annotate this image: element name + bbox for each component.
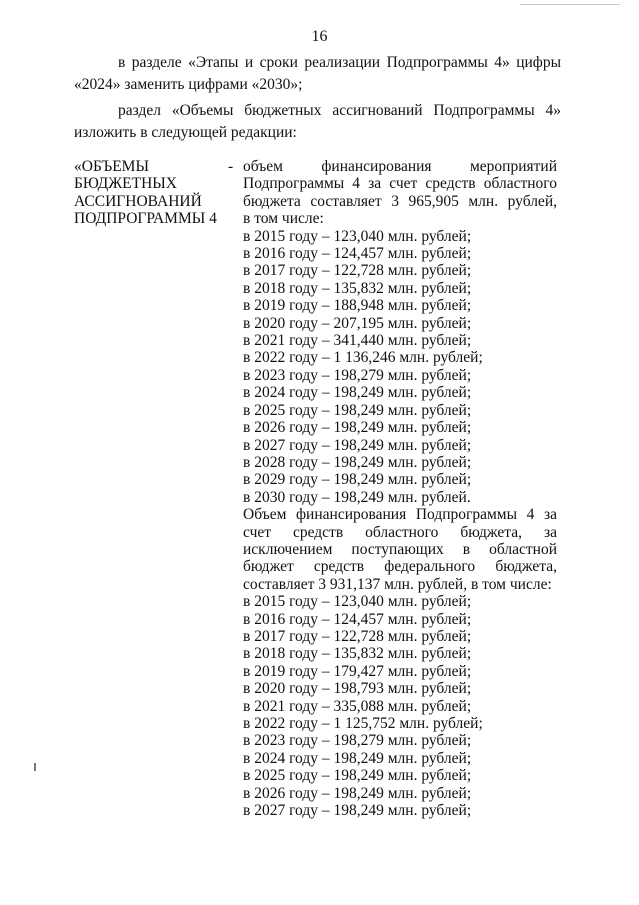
year-amount-line: в 2024 году – 198,249 млн. рублей; — [243, 384, 472, 402]
year-amount-line: в 2026 году – 198,249 млн. рублей; — [243, 419, 472, 437]
year-amount-line: в 2025 году – 198,249 млн. рублей; — [243, 767, 472, 785]
year-amount-line: в 2025 году – 198,249 млн. рублей; — [243, 401, 472, 419]
block2-intro — [243, 506, 557, 593]
year-amount-line: в 2020 году – 207,195 млн. рублей; — [243, 314, 472, 332]
year-amount-line: в 2027 году – 198,249 млн. рублей; — [243, 436, 472, 454]
year-amount-line: в 2021 году – 335,088 млн. рублей; — [243, 697, 472, 715]
year-amount-line: в 2029 году – 198,249 млн. рублей; — [243, 471, 472, 489]
intro-line: исключением поступающих в областной — [243, 540, 557, 558]
scan-speck — [34, 763, 36, 771]
year-amount-line: в 2023 году – 198,279 млн. рублей; — [243, 732, 472, 750]
block1-intro — [243, 158, 557, 228]
funding-details — [243, 158, 557, 819]
year-amount-line: в 2018 году – 135,832 млн. рублей; — [243, 279, 472, 297]
page-number: 16 — [311, 28, 328, 45]
block1-year-list — [243, 228, 557, 507]
intro-line: Объем финансирования Подпрограммы 4 за — [243, 506, 557, 524]
year-amount-line: в 2016 году – 124,457 млн. рублей; — [243, 610, 472, 628]
year-amount-line: в 2015 году – 123,040 млн. рублей; — [243, 593, 472, 611]
year-amount-line: в 2015 году – 123,040 млн. рублей; — [243, 227, 472, 245]
intro-line: бюджета составляет 3 965,905 млн. рублей, — [243, 192, 557, 210]
intro-line: бюджет средств федерального бюджета, — [243, 558, 557, 576]
year-amount-line: в 2022 году – 1 125,752 млн. рублей; — [243, 715, 483, 732]
paragraph-new-edition: раздел «Объемы бюджетных ассигнований Подпрограммы 4» изложить в следующей редакции: — [74, 102, 561, 141]
paragraph-replace-dates: в разделе «Этапы и сроки реализации Подпрограммы 4» цифры «2024» заменить цифрами «2030»; — [74, 54, 561, 93]
scan-speck — [520, 4, 620, 5]
intro-line: счет средств областного бюджета, за — [243, 523, 557, 541]
year-amount-line: в 2021 году – 341,440 млн. рублей; — [243, 332, 472, 350]
year-amount-line: в 2019 году – 179,427 млн. рублей; — [243, 662, 472, 680]
dash-separator: - — [228, 158, 234, 175]
year-amount-line: в 2017 году – 122,728 млн. рублей; — [243, 627, 472, 645]
heading-line: АССИГНОВАНИЙ — [74, 192, 202, 210]
year-amount-line: в 2028 году – 198,249 млн. рублей; — [243, 453, 472, 471]
year-amount-line: в 2030 году – 198,249 млн. рублей. — [243, 488, 471, 506]
year-amount-line: в 2020 году – 198,793 млн. рублей; — [243, 680, 472, 698]
section-heading — [74, 158, 224, 228]
year-amount-line: в 2017 году – 122,728 млн. рублей; — [243, 262, 472, 280]
heading-line: ПОДПРОГРАММЫ 4 — [74, 210, 217, 228]
intro-line: составляет 3 931,137 млн. рублей, в том числе: — [243, 575, 552, 593]
year-amount-line: в 2027 году – 198,249 млн. рублей; — [243, 802, 472, 820]
intro-line: объем финансирования мероприятий — [243, 158, 557, 175]
year-amount-line: в 2023 году – 198,279 млн. рублей; — [243, 366, 472, 384]
heading-line: БЮДЖЕТНЫХ — [74, 175, 177, 193]
intro-line: в том числе: — [243, 210, 324, 228]
year-amount-line: в 2022 году – 1 136,246 млн. рублей; — [243, 349, 483, 367]
year-amount-line: в 2019 году – 188,948 млн. рублей; — [243, 297, 472, 315]
heading-line: «ОБЪЕМЫ — [74, 158, 149, 175]
year-amount-line: в 2018 году – 135,832 млн. рублей; — [243, 645, 472, 663]
year-amount-line: в 2016 году – 124,457 млн. рублей; — [243, 245, 472, 263]
intro-line: Подпрограммы 4 за счет средств областного — [243, 175, 557, 193]
block2-year-list — [243, 593, 557, 819]
year-amount-line: в 2024 году – 198,249 млн. рублей; — [243, 749, 472, 767]
year-amount-line: в 2026 году – 198,249 млн. рублей; — [243, 784, 472, 802]
